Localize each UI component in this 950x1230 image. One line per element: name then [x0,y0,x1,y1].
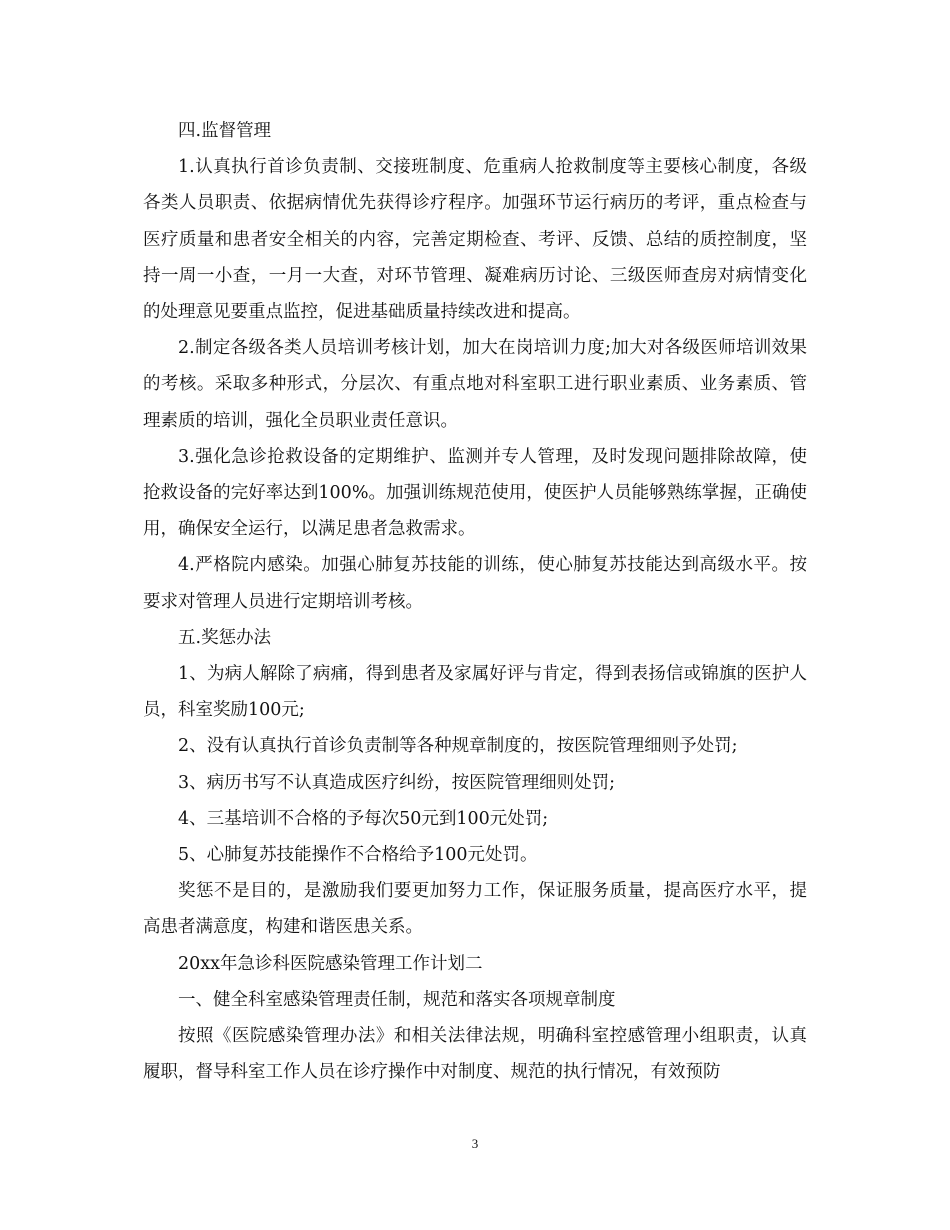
plan-two-title: 20xx年急诊科医院感染管理工作计划二 [178,953,483,974]
reward-item-2: 2、没有认真执行首诊负责制等各种规章制度的，按医院管理细则予处罚; [178,736,738,757]
reward-item-5: 5、心肺复苏技能操作不合格给予100元处罚。 [178,845,538,866]
reward-item-1: 1、为病人解除了病痛，得到患者及家属好评与肯定，得到表扬信或锦旗的医护人员，科室奖励100元; [143,664,807,721]
plan-two-section-heading: 一、健全科室感染管理责任制，规范和落实各项规章制度 [178,989,616,1010]
section-heading-rewards: 五.奖惩办法 [178,627,272,648]
document-body [143,113,807,1090]
page-number: 3 [471,1136,479,1151]
paragraph-item-3: 3.强化急诊抢救设备的定期维护、监测并专人管理，及时发现问题排除故障，使抢救设备的完好率达到100%。加强训练规范使用，使医护人员能够熟练掌握，正确使用，确保安全运行，以满足患者急救需求。 [143,446,807,540]
paragraph-item-2: 2.制定各级各类人员培训考核计划，加大在岗培训力度;加大对各级医师培训效果的考核。采取多种形式，分层次、有重点地对科室职工进行职业素质、业务素质、管理素质的培训，强化全员职业责任意识。 [143,338,807,431]
paragraph-item-1: 1.认真执行首诊负责制、交接班制度、危重病人抢救制度等主要核心制度，各级各类人员职责、依据病情优先获得诊疗程序。加强环节运行病历的考评，重点检查与医疗质量和患者安全相关的内容，完善定期检查、考评、反馈、总结的质控制度，坚持一周一小查，一月一大查，对环节管理、凝难病历讨论、三级医师查房对病情变化的处理意见要重点监控，促进基础质量持续改进和提高。 [143,157,807,323]
reward-item-3: 3、病历书写不认真造成医疗纠纷，按医院管理细则处罚; [178,772,616,793]
paragraph-item-4: 4.严格院内感染。加强心肺复苏技能的训练，使心肺复苏技能达到高级水平。按要求对管理人员进行定期培训考核。 [143,555,807,612]
rewards-summary: 奖惩不是目的，是激励我们要更加努力工作，保证服务质量，提高医疗水平，提高患者满意度，构建和谐医患关系。 [143,881,807,938]
plan-two-paragraph: 按照《医院感染管理办法》和相关法律法规，明确科室控感管理小组职责，认真履职，督导科室工作人员在诊疗操作中对制度、规范的执行情况，有效预防 [143,1026,807,1083]
reward-item-4: 4、三基培训不合格的予每次50元到100元处罚; [178,808,549,829]
section-heading-supervision: 四.监督管理 [178,121,272,141]
